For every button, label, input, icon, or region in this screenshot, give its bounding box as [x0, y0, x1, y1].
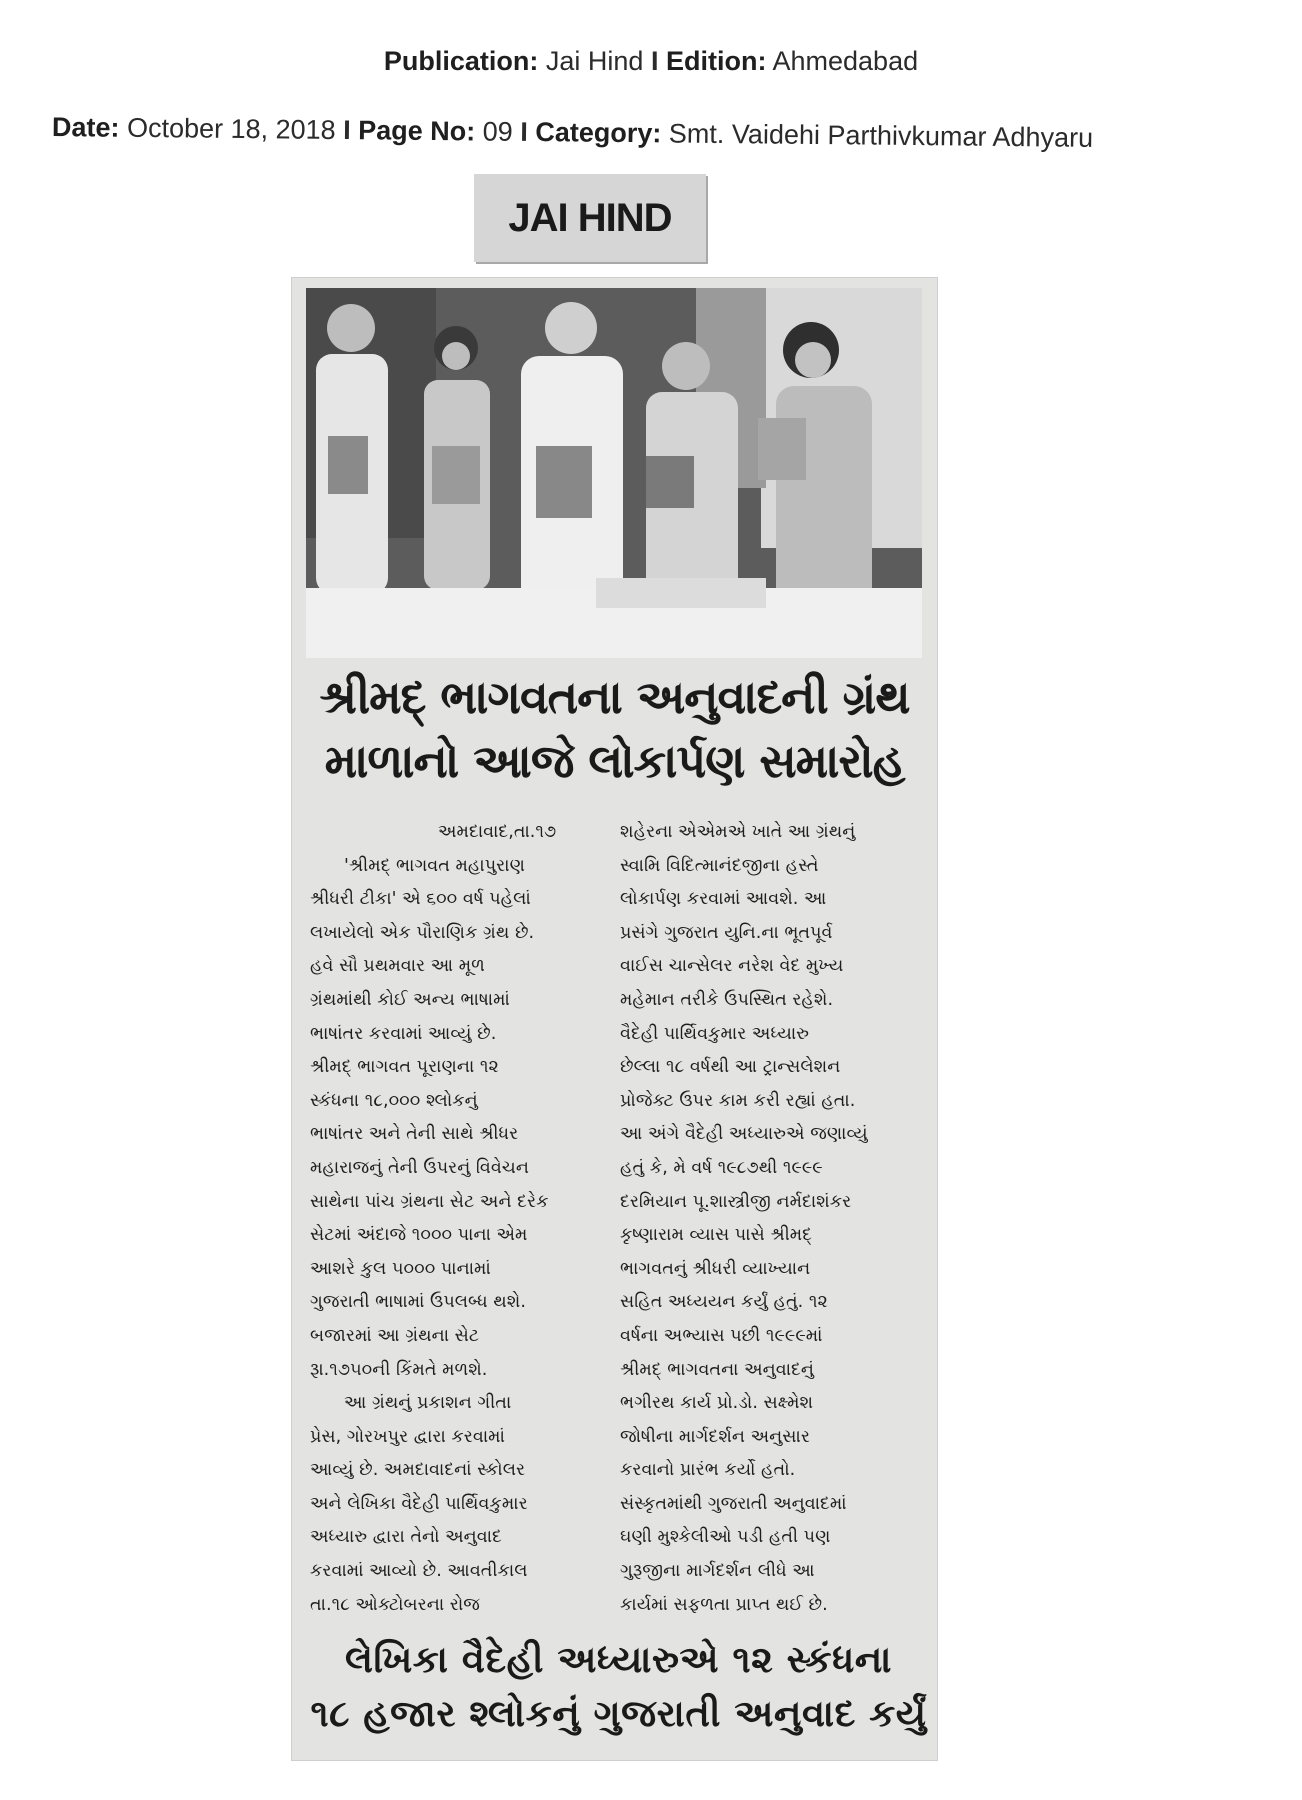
publication-line: [0, 46, 1302, 77]
body-line: સંસ્કૃતમાંથી ગુજરાતી અનુવાદમાં: [620, 1493, 847, 1514]
body-line: આ અંગે વૈદેહી અધ્યારુએ જણાવ્યું: [620, 1124, 868, 1145]
subheadline-line-1: લેખિકા વૈદેહી અધ્યારુએ ૧૨ સ્કંધના: [345, 1638, 892, 1681]
dateline: અમદાવાદ,તા.૧૭: [438, 822, 557, 842]
body-line: ભાષાંતર અને તેની સાથે શ્રીધર: [310, 1124, 519, 1145]
body-line: લોકાર્પણ કરવામાં આવશે. આ: [620, 889, 827, 910]
publication-label: Publication:: [383, 46, 539, 76]
body-line: છેલ્લા ૧૮ વર્ષથી આ ટ્રાન્સલેશન: [620, 1057, 841, 1078]
body-line: વાઈસ ચાન્સેલર નરેશ વેદ મુખ્ય: [620, 956, 844, 977]
body-line: ઘણી મુશ્કેલીઓ પડી હતી પણ: [620, 1527, 831, 1548]
body-line: તા.૧૮ ઓક્ટોબરના રોજ: [310, 1594, 480, 1615]
body-line: આવ્યું છે. અમદાવાદનાં સ્કોલર: [310, 1460, 526, 1481]
body-line: મહારાજનું તેની ઉપરનું વિવેચન: [310, 1157, 529, 1178]
body-line: અને લેખિકા વૈદેહી પાર્થિવકુમાર: [310, 1493, 528, 1514]
edition-value: Ahmedabad: [772, 46, 919, 76]
body-line: ભગીરથ કાર્ય પ્રો.ડો. સક્ષ્મેશ: [620, 1393, 814, 1414]
date-label: Date:: [51, 112, 120, 143]
newspaper-masthead: JAI HIND: [474, 174, 706, 262]
body-line: પ્રેસ, ગોરખપુર દ્વારા કરવામાં: [310, 1426, 505, 1447]
separator: I: [520, 116, 528, 147]
body-line: ગુજરાતી ભાષામાં ઉપલબ્ધ થશે.: [310, 1292, 526, 1313]
body-line: આ ગ્રંથનું પ્રકાશન ગીતા: [344, 1393, 512, 1414]
article-column-left: [310, 816, 610, 1622]
date-page-category-line: [52, 112, 1093, 154]
body-line: સહિત અધ્યયન કર્યું હતું. ૧૨: [620, 1292, 828, 1313]
body-line: પ્રોજેક્ટ ઉપર કામ કરી રહ્યાં હતા.: [620, 1090, 856, 1111]
body-line: લખાયેલો એક પૌરાણિક ગ્રંથ છે.: [310, 922, 535, 943]
body-line: ગ્રંથમાંથી કોઈ અન્ય ભાષામાં: [310, 989, 510, 1010]
publication-value: Jai Hind: [545, 46, 644, 76]
body-line: વૈદેહી પાર્થિવકુમાર અધ્યારુ: [620, 1023, 810, 1044]
subheadline-line-2: ૧૮ હજાર શ્લોકનું ગુજરાતી અનુવાદ કર્યું: [310, 1692, 927, 1735]
headline-line-2: માળાનો આજે લોકાર્પણ સમારોહ: [324, 734, 905, 788]
category-label: Category:: [535, 117, 662, 149]
separator: I: [343, 115, 351, 146]
body-line: અધ્યારુ દ્વારા તેનો અનુવાદ: [310, 1527, 502, 1548]
body-line: પ્રસંગે ગુજરાત યુનિ.ના ભૂતપૂર્વ: [620, 922, 833, 943]
date-value: October 18, 2018: [126, 112, 336, 145]
body-line: વર્ષના અભ્યાસ પછી ૧૯૯૯માં: [620, 1325, 823, 1346]
body-line: શ્રીમદ્ ભાગવતના અનુવાદનું: [620, 1359, 814, 1380]
body-line: ભાષાંતર કરવામાં આવ્યું છે.: [310, 1023, 497, 1044]
body-line: હવે સૌ પ્રથમવાર આ મૂળ: [310, 956, 485, 977]
body-line: દરમિયાન પૂ.શાસ્ત્રીજી નર્મદાશંકર: [620, 1191, 852, 1212]
body-line: સ્વામિ વિદિત્માનંદજીના હસ્તે: [620, 855, 819, 876]
body-line: આશરે કુલ ૫૦૦૦ પાનામાં: [310, 1258, 491, 1279]
edition-label: Edition:: [665, 46, 767, 76]
newspaper-clipping: [292, 278, 937, 1760]
event-photo: [306, 288, 922, 658]
body-line: શ્રીધરી ટીકા' એ ૬૦૦ વર્ષ પહેલાં: [310, 889, 531, 910]
body-line: હતું કે, મે વર્ષ ૧૯૮૭થી ૧૯૯૯: [620, 1157, 823, 1178]
body-line: 'શ્રીમદ્ ભાગવત મહાપુરાણ: [344, 855, 525, 876]
body-line: મહેમાન તરીકે ઉપસ્થિત રહેશે.: [620, 989, 834, 1010]
page-value: 09: [482, 116, 513, 147]
body-line: રૂા.૧૭૫૦ની કિંમતે મળશે.: [310, 1359, 488, 1380]
body-line: સ્કંધના ૧૮,૦૦૦ શ્લોકનું: [310, 1090, 478, 1111]
body-line: કૃષ્ણારામ વ્યાસ પાસે શ્રીમદ્: [620, 1225, 812, 1246]
headline-line-1: શ્રીમદ્ ભાગવતના અનુવાદની ગ્રંથ: [319, 670, 910, 724]
separator: I: [650, 46, 659, 76]
body-line: શહેરના એએમએ ખાતે આ ગ્રંથનું: [620, 822, 856, 842]
body-line: કરવામાં આવ્યો છે. આવતીકાલ: [310, 1561, 528, 1582]
body-line: બજારમાં આ ગ્રંથના સેટ: [310, 1325, 480, 1346]
body-line: ગુરૂજીના માર્ગદર્શન લીધે આ: [620, 1561, 815, 1582]
category-value: Smt. Vaidehi Parthivkumar Adhyaru: [668, 118, 1094, 153]
page-label: Page No:: [358, 115, 476, 147]
body-line: જોષીના માર્ગદર્શન અનુસાર: [620, 1426, 810, 1447]
body-line: કરવાનો પ્રારંભ કર્યો હતો.: [620, 1460, 796, 1481]
event-photo-graphic: [306, 288, 922, 658]
body-line: શ્રીમદ્ ભાગવત પૂરાણના ૧૨: [310, 1057, 499, 1078]
body-line: સાથેના પાંચ ગ્રંથના સેટ અને દરેક: [310, 1191, 549, 1212]
article-column-right: [620, 816, 920, 1622]
body-line: કાર્યમાં સફળતા પ્રાપ્ત થઈ છે.: [620, 1594, 828, 1615]
body-line: ભાગવતનું શ્રીધરી વ્યાખ્યાન: [620, 1258, 811, 1279]
body-line: સેટમાં અંદાજે ૧૦૦૦ પાના એમ: [310, 1225, 528, 1246]
